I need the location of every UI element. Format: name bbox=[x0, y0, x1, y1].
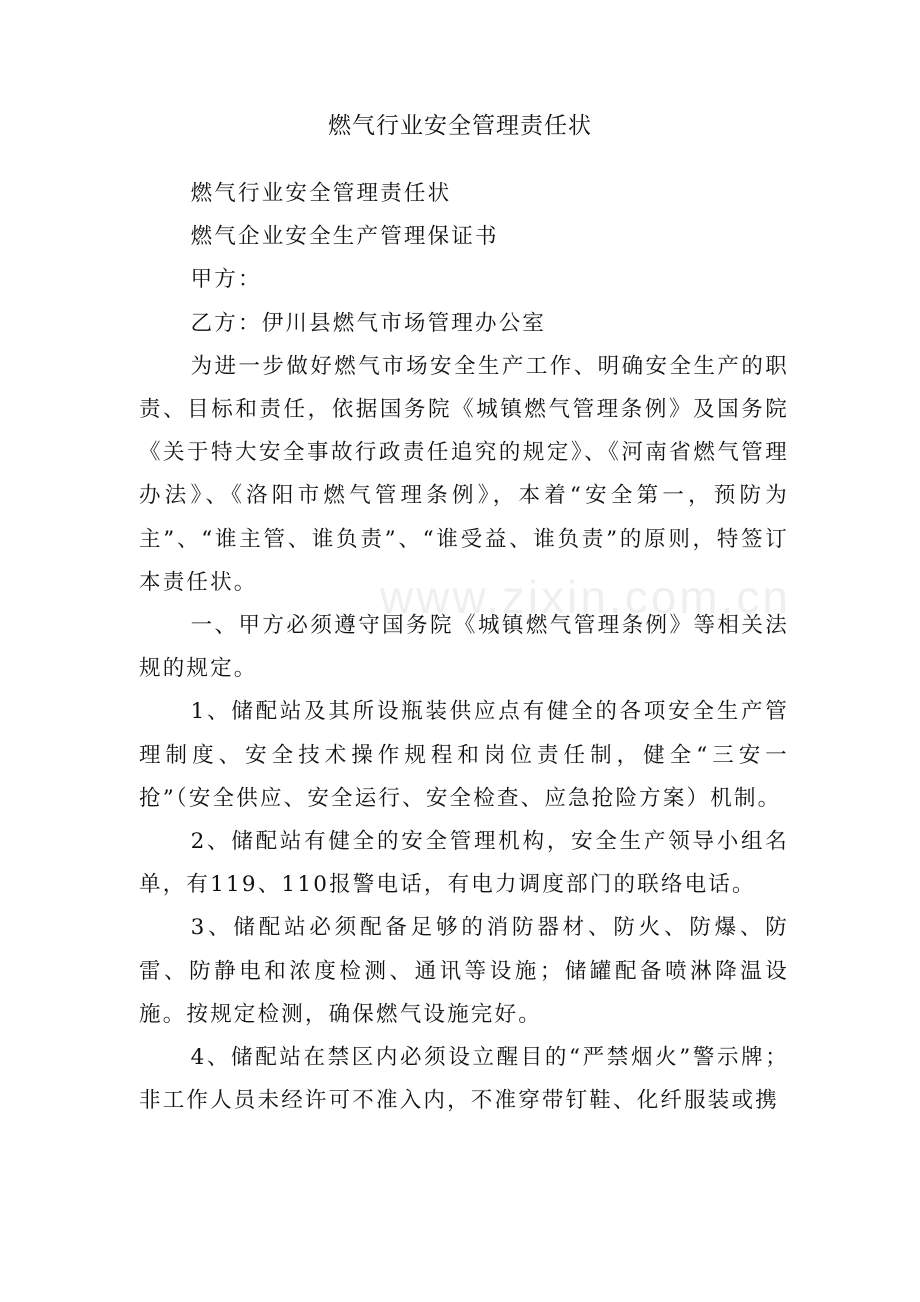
paragraph-subtitle: 燃气行业安全管理责任状 bbox=[190, 181, 452, 206]
document-body bbox=[139, 172, 789, 1122]
paragraph-party-a: 甲方： bbox=[190, 267, 262, 293]
paragraph-clause-1: 一、甲方必须遵守国务院《城镇燃气管理条例》等相关法规的规定。 bbox=[139, 613, 789, 682]
paragraph-item-1: 1、储配站及其所设瓶装供应点有健全的各项安全生产管理制度、安全技术操作规程和岗位责任制，健全“三安一抢”（安全供应、安全运行、安全检查、应急抢险方案）机制。 bbox=[139, 699, 789, 811]
document-title: 燃气行业安全管理责任状 bbox=[328, 113, 592, 139]
paragraph-item-3: 3、储配站必须配备足够的消防器材、防火、防爆、防雷、防静电和浓度检测、通讯等设施；储罐配备喷淋降温设施。按规定检测，确保燃气设施完好。 bbox=[139, 915, 789, 1027]
paragraph-guarantee-title: 燃气企业安全生产管理保证书 bbox=[190, 224, 499, 250]
paragraph-item-2: 2、储配站有健全的安全管理机构，安全生产领导小组名单，有119、110报警电话，有电力调度部门的联络电话。 bbox=[139, 829, 789, 898]
paragraph-item-4: 4、储配站在禁区内必须设立醒目的“严禁烟火”警示牌；非工作人员未经许可不准入内，不准穿带钉鞋、化纤服装或携 bbox=[139, 1045, 789, 1114]
paragraph-party-b: 乙方：伊川县燃气市场管理办公室 bbox=[190, 310, 547, 336]
paragraph-preamble: 为进一步做好燃气市场安全生产工作、明确安全生产的职责、目标和责任，依据国务院《城镇燃气管理条例》及国务院《关于特大安全事故行政责任追究的规定》、《河南省燃气管理办法》、《洛阳市燃气管理条例》，本着“安全第一，预防为主”、“谁主管、谁负责”、“谁受益、谁负责”的原则，特签订本责任状。 bbox=[139, 353, 789, 595]
watermark: www.zixin.com.cn bbox=[380, 571, 791, 623]
